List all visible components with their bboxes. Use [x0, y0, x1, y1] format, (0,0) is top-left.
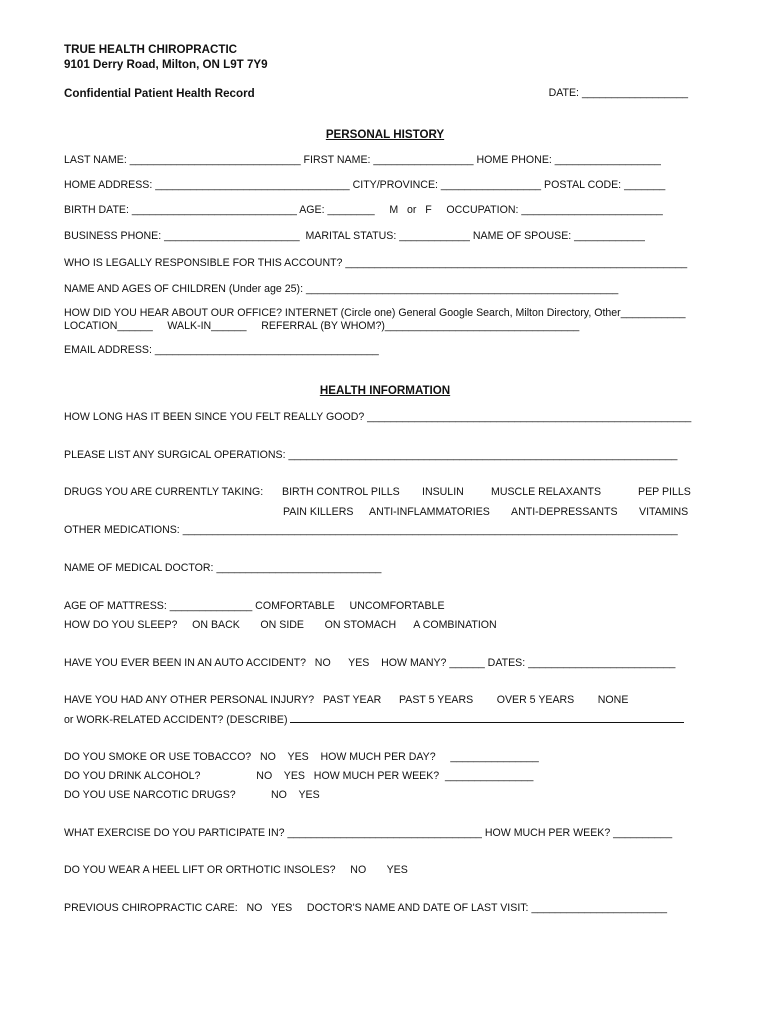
address-line[interactable]: HOME ADDRESS: _________________________________ CITY/PROVINCE: _________________ POSTAL CODE: _______ — [64, 179, 666, 191]
alcohol-line[interactable]: DO YOU DRINK ALCOHOL? NO YES HOW MUCH PER WEEK? _______________ — [64, 770, 534, 782]
drug-option[interactable]: MUSCLE RELAXANTS — [491, 486, 602, 498]
drugs-label: DRUGS YOU ARE CURRENTLY TAKING: — [64, 486, 264, 498]
other-medications-line[interactable]: OTHER MEDICATIONS: ____________________________________________________________________________________ — [64, 524, 678, 536]
name-phone-line[interactable]: LAST NAME: _____________________________ FIRST NAME: _________________ HOME PHONE: __________________ — [64, 154, 661, 166]
record-title: Confidential Patient Health Record — [64, 87, 255, 100]
referral-source-line[interactable]: HOW DID YOU HEAR ABOUT OUR OFFICE? INTERNET (Circle one) General Google Search, Milton Directory, Other___________ — [64, 307, 686, 319]
mattress-line[interactable]: AGE OF MATTRESS: ______________ COMFORTABLE UNCOMFORTABLE — [64, 600, 445, 612]
felt-good-line[interactable]: HOW LONG HAS IT BEEN SINCE YOU FELT REALLY GOOD? _______________________________________________________ — [64, 411, 692, 423]
work-accident-line[interactable] — [64, 713, 684, 727]
medical-doctor-line[interactable]: NAME OF MEDICAL DOCTOR: ____________________________ — [64, 562, 382, 574]
email-line[interactable]: EMAIL ADDRESS: ______________________________________ — [64, 344, 379, 356]
smoke-line[interactable]: DO YOU SMOKE OR USE TOBACCO? NO YES HOW MUCH PER DAY? _______________ — [64, 751, 539, 763]
drug-option[interactable]: PAIN KILLERS — [283, 506, 354, 518]
surgeries-line[interactable]: PLEASE LIST ANY SURGICAL OPERATIONS: __________________________________________________________________ — [64, 449, 678, 461]
drug-option[interactable]: VITAMINS — [639, 506, 689, 518]
sleep-position-line[interactable]: HOW DO YOU SLEEP? ON BACK ON SIDE ON STOMACH A COMBINATION — [64, 619, 497, 631]
heel-lift-line[interactable]: DO YOU WEAR A HEEL LIFT OR ORTHOTIC INSOLES? NO YES — [64, 864, 408, 876]
exercise-line[interactable]: WHAT EXERCISE DO YOU PARTICIPATE IN? _________________________________ HOW MUCH PER WEEK? __________ — [64, 827, 673, 839]
work-accident-label: or WORK-RELATED ACCIDENT? (DESCRIBE) — [64, 714, 288, 726]
personal-injury-line[interactable]: HAVE YOU HAD ANY OTHER PERSONAL INJURY? PAST YEAR PAST 5 YEARS OVER 5 YEARS NONE — [64, 694, 629, 706]
drug-option[interactable]: PEP PILLS — [638, 486, 691, 498]
auto-accident-line[interactable]: HAVE YOU EVER BEEN IN AN AUTO ACCIDENT? NO YES HOW MANY? ______ DATES: _________________________ — [64, 657, 676, 669]
clinic-name: TRUE HEALTH CHIROPRACTIC — [64, 43, 238, 56]
birth-age-occupation-line[interactable]: BIRTH DATE: ____________________________ AGE: ________ M or F OCCUPATION: ________________________ — [64, 204, 663, 216]
children-line[interactable]: NAME AND AGES OF CHILDREN (Under age 25): _____________________________________________________ — [64, 283, 619, 295]
drug-option[interactable]: BIRTH CONTROL PILLS — [282, 486, 400, 498]
legally-responsible-line[interactable]: WHO IS LEGALLY RESPONSIBLE FOR THIS ACCOUNT? __________________________________________________________ — [64, 257, 688, 269]
date-field[interactable]: DATE: __________________ — [548, 87, 688, 99]
narcotic-line[interactable]: DO YOU USE NARCOTIC DRUGS? NO YES — [64, 789, 320, 801]
referral-detail-line[interactable]: LOCATION______ WALK-IN______ REFERRAL (BY WHOM?)_________________________________ — [64, 320, 580, 332]
business-marital-line[interactable]: BUSINESS PHONE: _______________________ MARITAL STATUS: ____________ NAME OF SPOUSE: ____________ — [64, 230, 645, 242]
drug-option[interactable]: INSULIN — [422, 486, 464, 498]
personal-history-heading: PERSONAL HISTORY — [325, 128, 445, 141]
drug-option[interactable]: ANTI-INFLAMMATORIES — [369, 506, 490, 518]
clinic-address: 9101 Derry Road, Milton, ON L9T 7Y9 — [64, 58, 268, 71]
drug-option[interactable]: ANTI-DEPRESSANTS — [511, 506, 618, 518]
chiropractic-care-line[interactable]: PREVIOUS CHIROPRACTIC CARE: NO YES DOCTOR'S NAME AND DATE OF LAST VISIT: _______________________ — [64, 902, 667, 914]
health-information-heading: HEALTH INFORMATION — [319, 384, 451, 397]
work-accident-field[interactable] — [290, 713, 684, 723]
